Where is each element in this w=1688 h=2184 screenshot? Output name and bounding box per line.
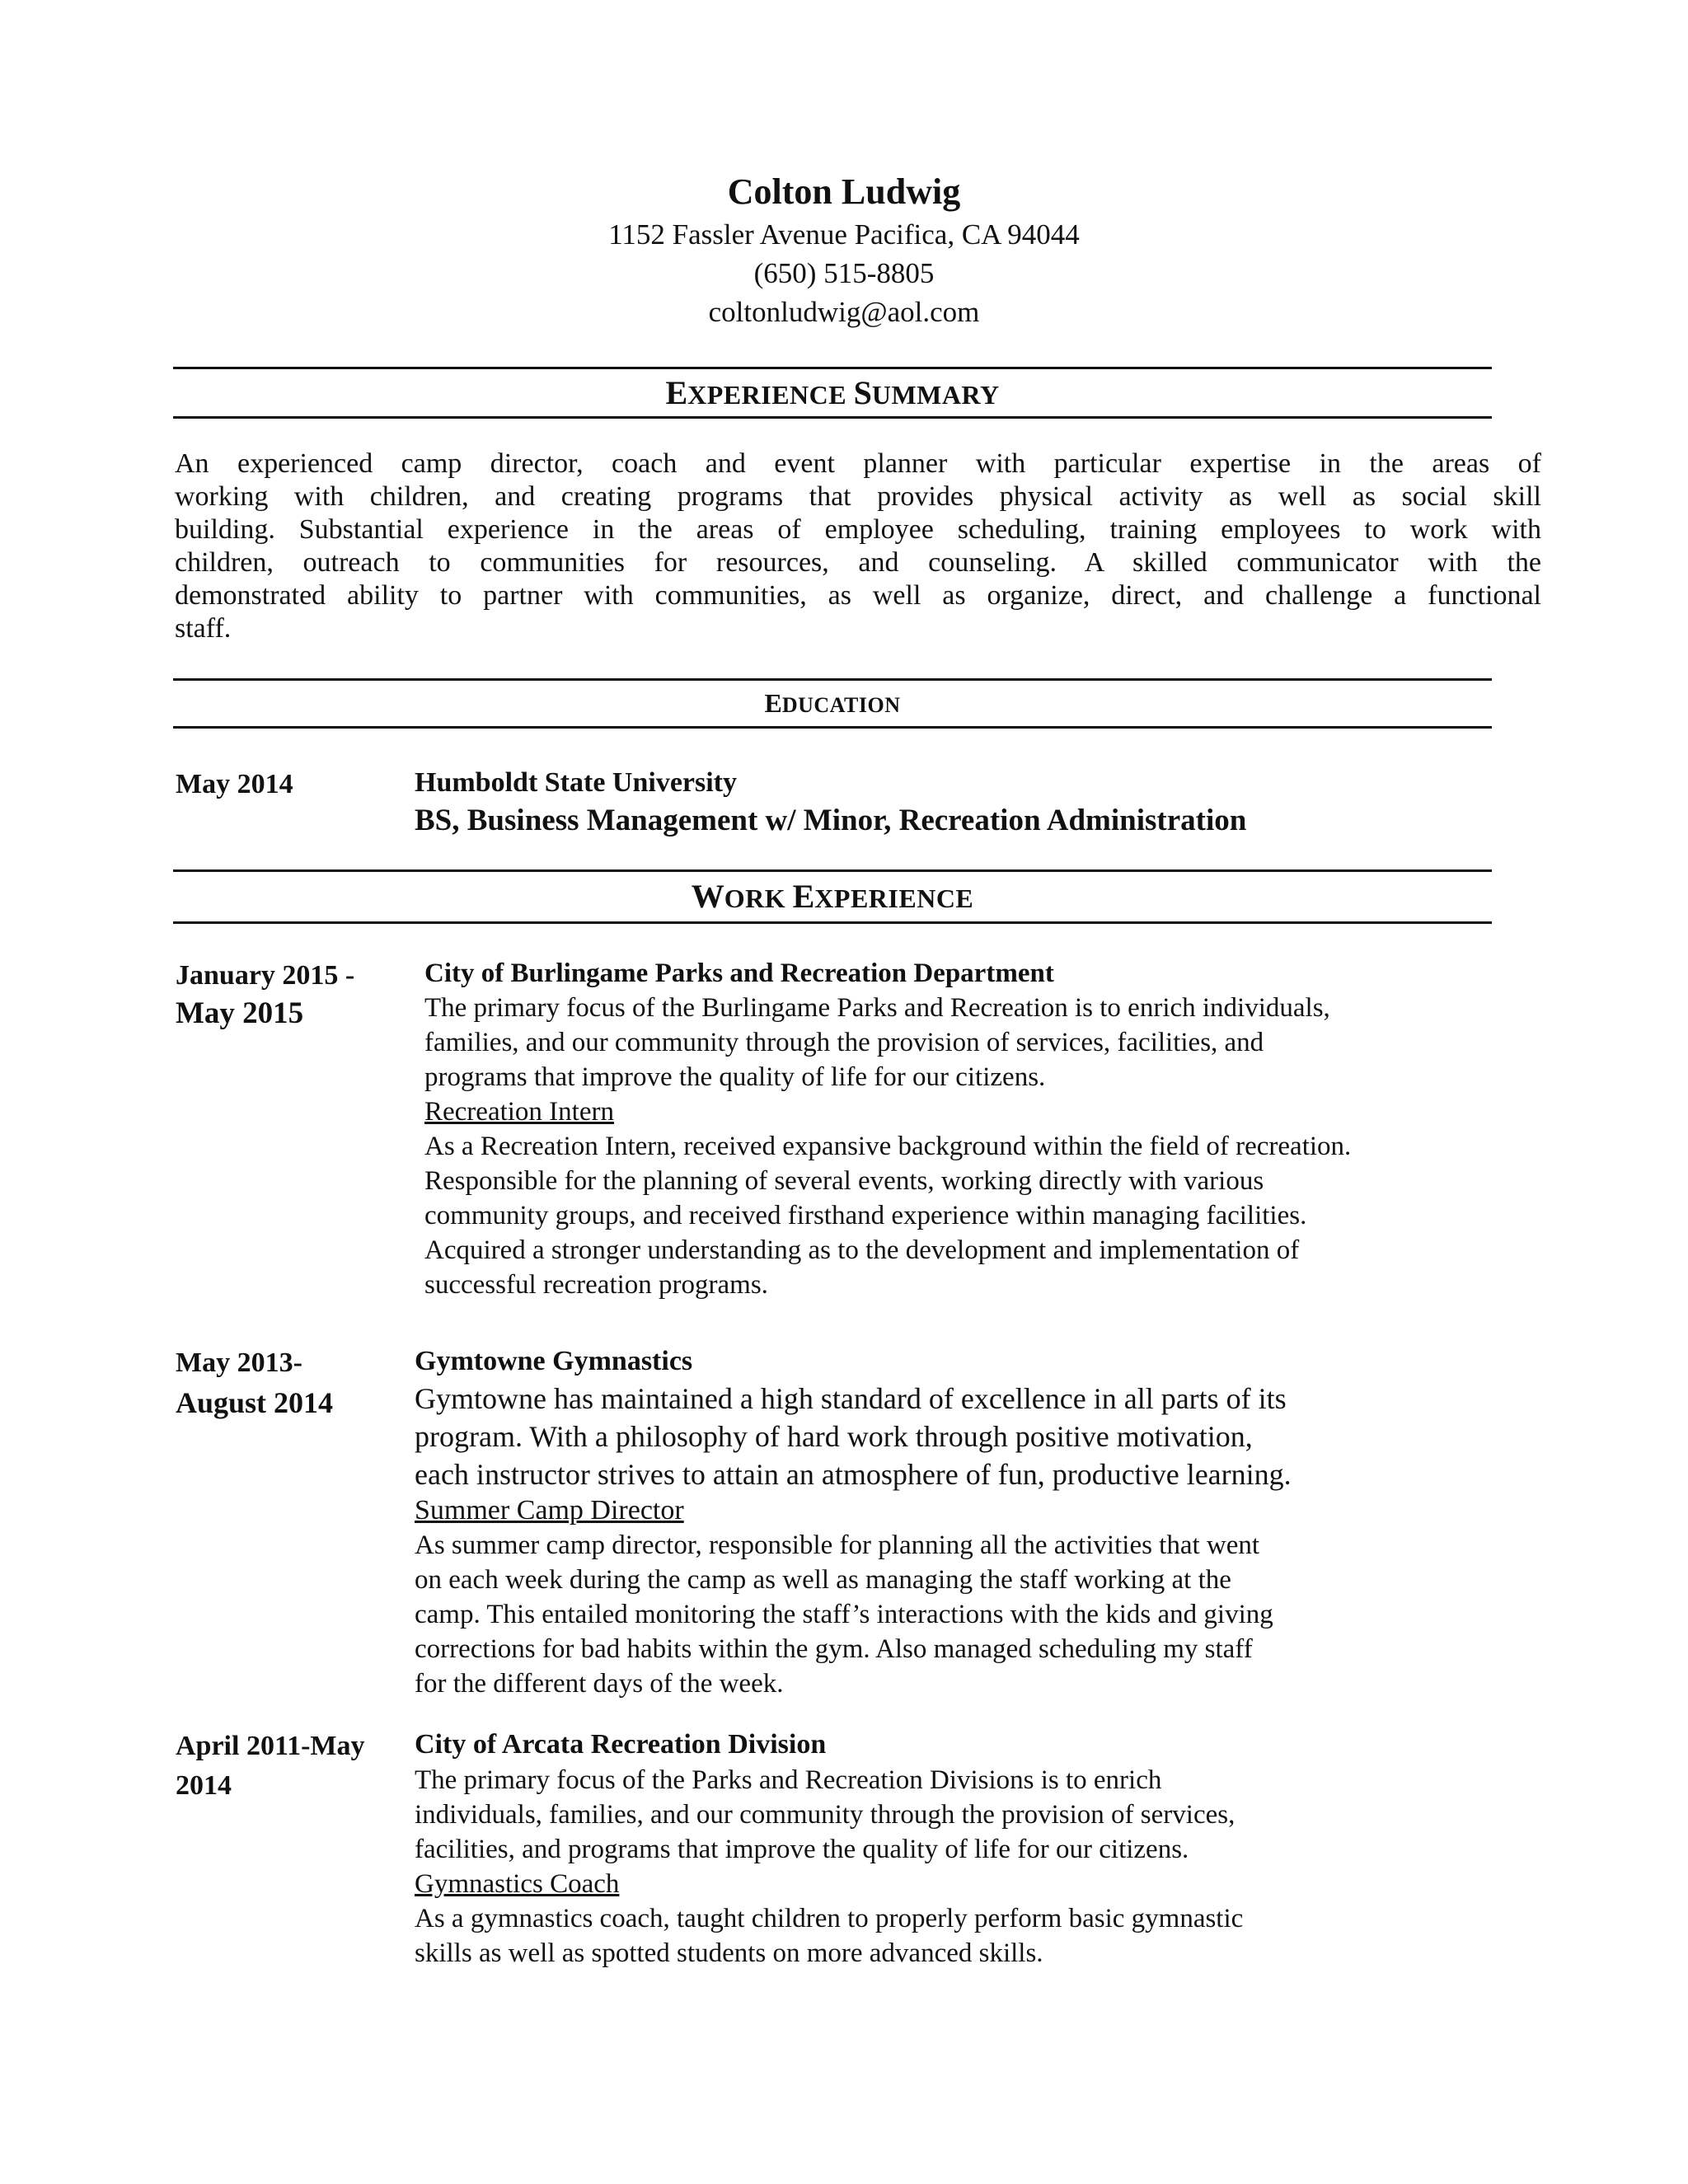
section-header-education: EDUCATION [173, 678, 1492, 729]
phone: (650) 515-8805 [753, 257, 935, 289]
job-description-line: facilities, and programs that improve the quality of life for our citizens. [415, 1835, 1189, 1864]
job-organization: City of Burlingame Parks and Recreation Department [424, 958, 1054, 988]
section-header-work: WORK EXPERIENCE [173, 869, 1492, 924]
job-duty-line: successful recreation programs. [424, 1270, 768, 1300]
job-date: January 2015 - May 2015 [176, 960, 355, 1030]
job-duty-line: Acquired a stronger understanding as to the development and implementation of [424, 1235, 1300, 1265]
address: 1152 Fassler Avenue Pacifica, CA 94044 [608, 218, 1080, 251]
job-duty-line: Responsible for the planning of several events, working directly with various [424, 1166, 1264, 1196]
job-entry [424, 956, 1351, 1302]
job-duty-line: As summer camp director, responsible for planning all the activities that went [415, 1530, 1260, 1560]
job-date: April 2011-May 2014 [176, 1731, 365, 1801]
job-description-line: Gymtowne has maintained a high standard of excellence in all parts of its [415, 1382, 1287, 1415]
education-date: May 2014 [176, 769, 293, 799]
summary-paragraph [175, 448, 1541, 645]
job-duty-line: camp. This entailed monitoring the staff’s interactions with the kids and giving [415, 1600, 1273, 1629]
summary-line: An experienced camp director, coach and event planner with particular expertise in the areas of [175, 448, 1541, 479]
school-name: Humboldt State University [415, 767, 737, 798]
degree: BS, Business Management w/ Minor, Recreation Administration [415, 804, 1247, 837]
email: coltonludwig@aol.com [708, 296, 980, 328]
section-header-summary: EXPERIENCE SUMMARY [173, 367, 1492, 419]
job-duty-line: skills as well as spotted students on more advanced skills. [415, 1938, 1043, 1968]
education-entry [415, 765, 1246, 841]
summary-line: demonstrated ability to partner with communities, as well as organize, direct, and challenge a functional [175, 580, 1541, 611]
summary-line: staff. [175, 613, 232, 644]
job-role: Gymnastics Coach [415, 1869, 620, 1899]
job-description-line: program. With a philosophy of hard work through positive motivation, [415, 1420, 1253, 1453]
summary-line: building. Substantial experience in the areas of employee scheduling, training employees to work with [175, 514, 1541, 545]
job-entry [415, 1343, 1292, 1701]
job-description-line: The primary focus of the Burlingame Parks and Recreation is to enrich individuals, [424, 993, 1330, 1023]
job-role: Recreation Intern [424, 1097, 614, 1127]
job-date: May 2013- August 2014 [176, 1347, 334, 1419]
job-description-line: each instructor strives to attain an atmosphere of fun, productive learning. [415, 1458, 1292, 1491]
job-role: Summer Camp Director [415, 1495, 684, 1526]
job-description-line: families, and our community through the provision of services, facilities, and [424, 1028, 1264, 1057]
job-duty-line: As a gymnastics coach, taught children to properly perform basic gymnastic [415, 1904, 1244, 1933]
resume-header [0, 169, 1688, 331]
candidate-name: Colton Ludwig [727, 171, 961, 212]
job-organization: City of Arcata Recreation Division [415, 1729, 827, 1760]
job-duty-line: As a Recreation Intern, received expansive background within the field of recreation. [424, 1132, 1352, 1161]
summary-line: working with children, and creating programs that provides physical activity as well as social skill [175, 481, 1541, 512]
job-organization: Gymtowne Gymnastics [415, 1346, 693, 1376]
job-duty-line: on each week during the camp as well as managing the staff working at the [415, 1565, 1231, 1595]
job-description-line: The primary focus of the Parks and Recreation Divisions is to enrich [415, 1765, 1162, 1795]
job-entry [415, 1727, 1243, 1971]
job-duty-line: community groups, and received firsthand experience within managing facilities. [424, 1201, 1307, 1230]
job-duty-line: corrections for bad habits within the gym. Also managed scheduling my staff [415, 1634, 1253, 1664]
job-description-line: programs that improve the quality of life for our citizens. [424, 1062, 1046, 1092]
summary-line: children, outreach to communities for resources, and counseling. A skilled communicator with the [175, 547, 1541, 578]
job-duty-line: for the different days of the week. [415, 1669, 784, 1699]
job-description-line: individuals, families, and our community through the provision of services, [415, 1800, 1236, 1830]
